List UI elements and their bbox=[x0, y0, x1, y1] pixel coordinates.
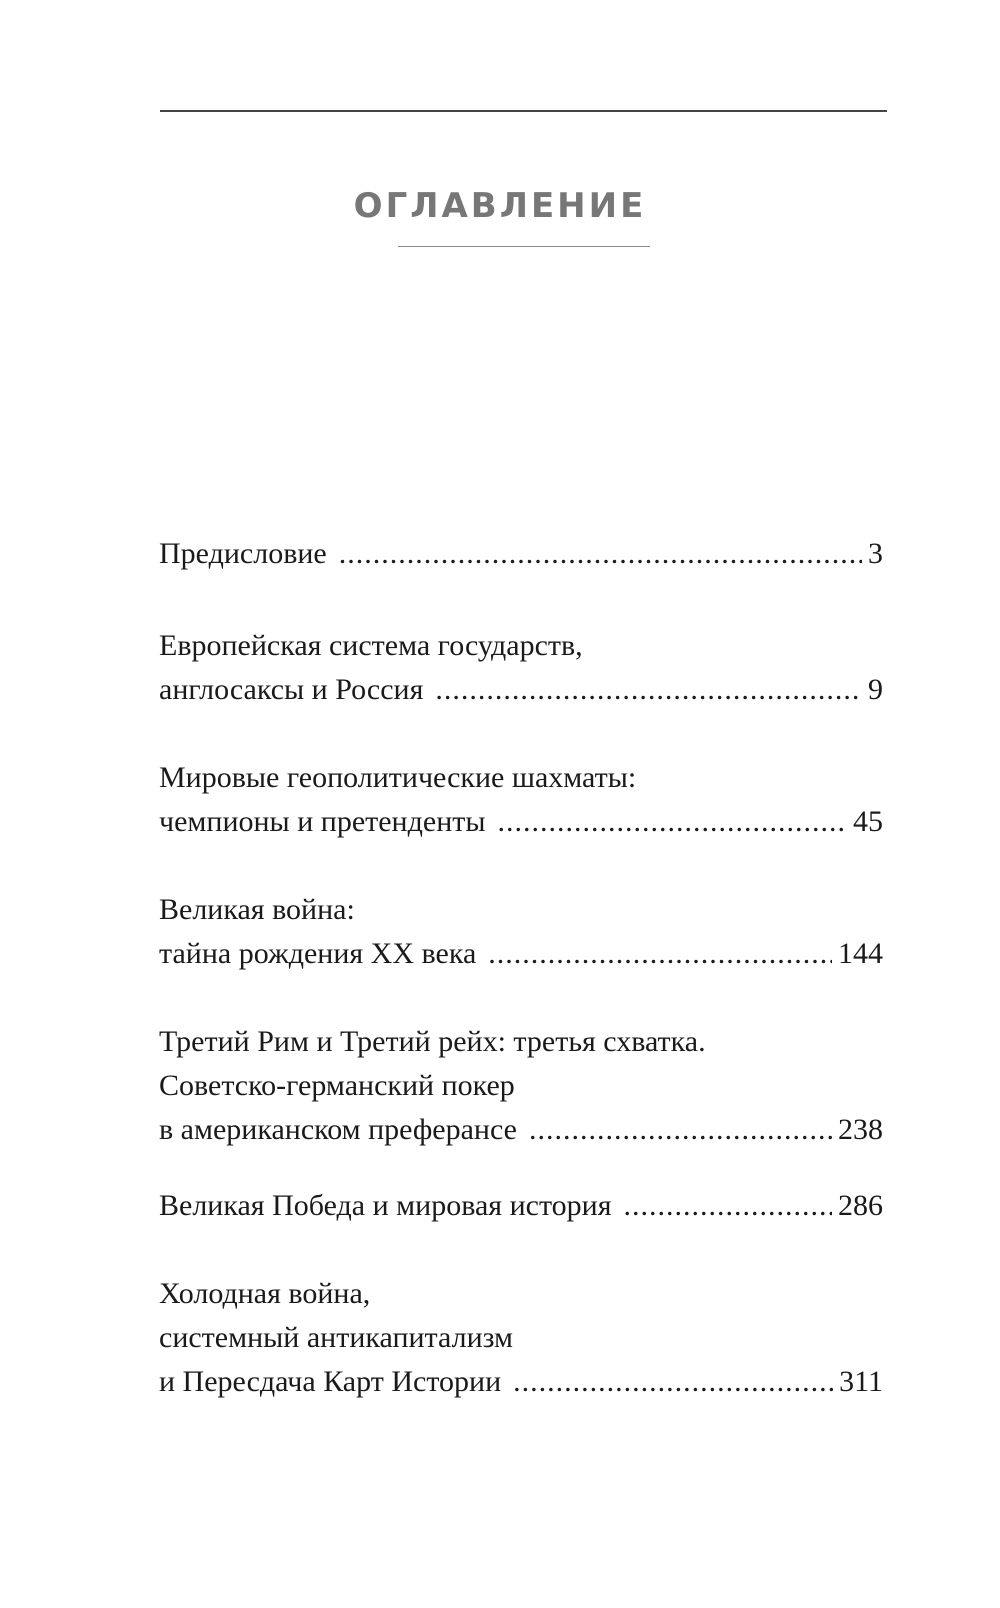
table-of-contents bbox=[159, 0, 883, 1608]
toc-entry bbox=[159, 1184, 883, 1228]
toc-entry bbox=[159, 756, 883, 844]
dot-leader bbox=[488, 932, 832, 976]
toc-entry-title-line: Холодная война, bbox=[159, 1277, 371, 1310]
toc-page-number: 3 bbox=[868, 537, 883, 570]
toc-entry-title-line: системный антикапитализм bbox=[159, 1321, 514, 1354]
dot-leader bbox=[435, 668, 862, 712]
dot-leader bbox=[529, 1108, 832, 1152]
dot-leader bbox=[339, 532, 862, 576]
dot-leader bbox=[498, 800, 847, 844]
toc-entry-title-line: Мировые геополитические шахматы: bbox=[159, 761, 637, 794]
toc-entry-title-line: Предисловие bbox=[159, 537, 327, 570]
toc-entry-title-line: Великая война: bbox=[159, 893, 355, 926]
dot-leader bbox=[624, 1184, 832, 1228]
toc-page-number: 286 bbox=[838, 1189, 883, 1222]
toc-entry-title-line: англосаксы и Россия bbox=[159, 673, 424, 706]
toc-entry-title-line: тайна рождения XX века bbox=[159, 937, 477, 970]
toc-page-number: 45 bbox=[853, 805, 883, 838]
toc-entry-title-line: Европейская система государств, bbox=[159, 629, 583, 662]
toc-page-number: 238 bbox=[838, 1113, 883, 1146]
page-title: ОГЛАВЛЕНИЕ bbox=[353, 186, 647, 226]
toc-entry-title-line: Великая Победа и мировая история bbox=[159, 1189, 612, 1222]
toc-entry bbox=[159, 888, 883, 976]
toc-page-number: 311 bbox=[839, 1365, 883, 1398]
toc-entry bbox=[159, 1020, 883, 1152]
toc-entry-title-line: чемпионы и претенденты bbox=[159, 805, 486, 838]
dot-leader bbox=[513, 1360, 833, 1404]
toc-entry-title-line: Третий Рим и Третий рейх: третья схватка. bbox=[159, 1025, 706, 1058]
toc-entry-title-line: Советско-германский покер bbox=[159, 1069, 515, 1102]
toc-entry bbox=[159, 624, 883, 712]
toc-entry bbox=[159, 532, 883, 576]
toc-page-number: 9 bbox=[868, 673, 883, 706]
toc-entry bbox=[159, 1272, 883, 1404]
toc-page-number: 144 bbox=[838, 937, 883, 970]
toc-entry-title-line: и Пересдача Карт Истории bbox=[159, 1365, 502, 1398]
toc-entry-title-line: в американском преферансе bbox=[159, 1113, 517, 1146]
